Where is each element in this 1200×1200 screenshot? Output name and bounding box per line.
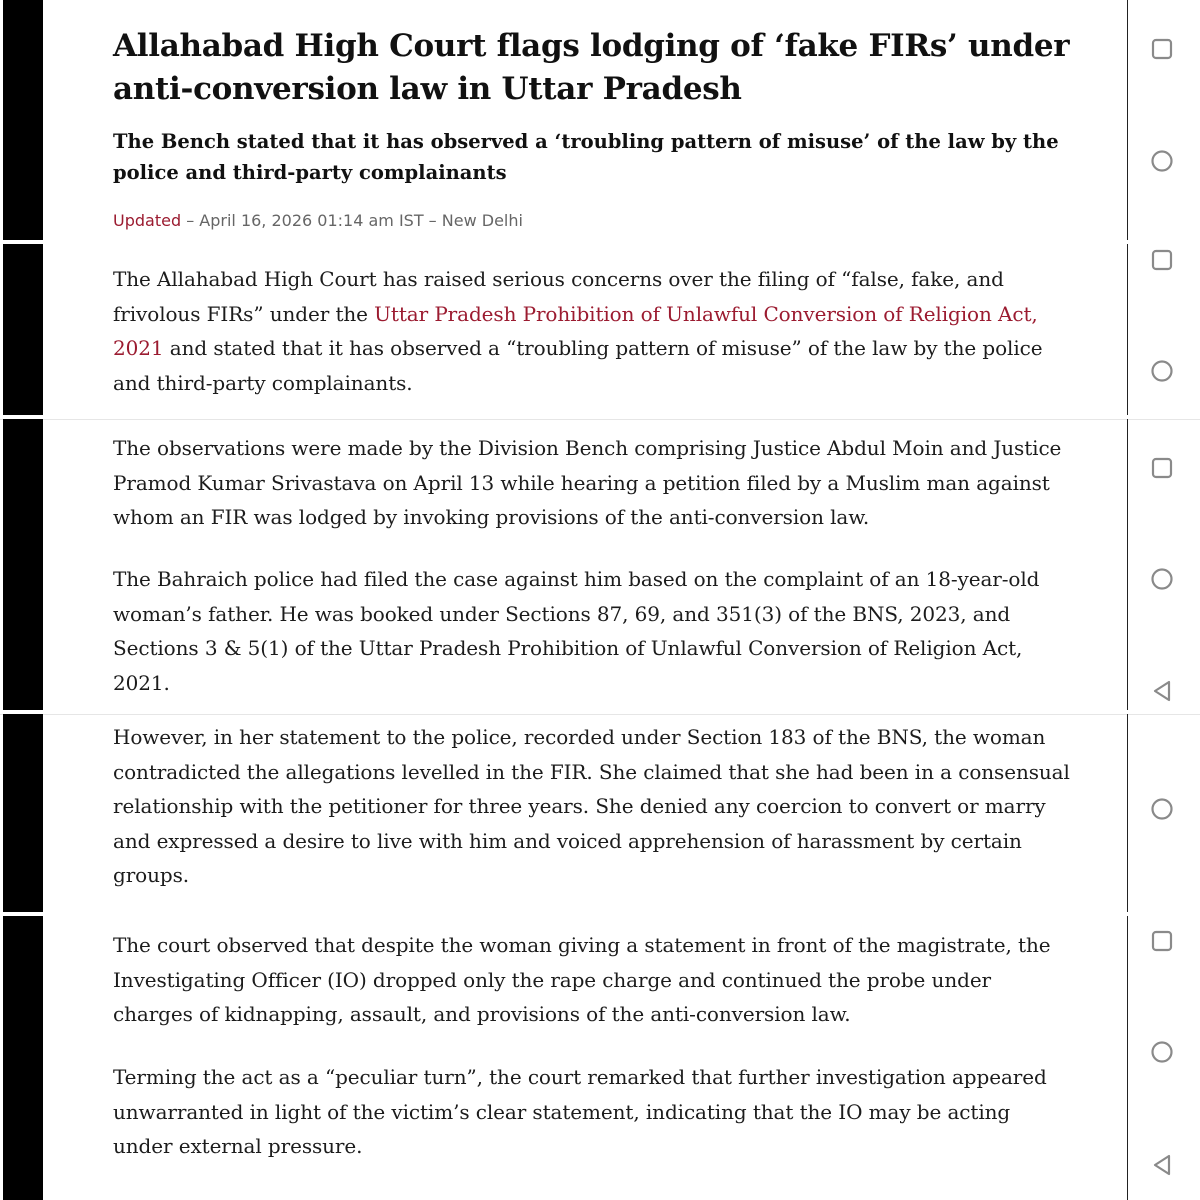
left-black-bar: [3, 419, 43, 710]
updated-label: Updated: [113, 211, 182, 230]
recents-icon[interactable]: [1147, 34, 1177, 64]
meta-separator: –: [423, 211, 442, 230]
article-datetime: April 16, 2026 01:14 am IST: [199, 211, 424, 230]
left-black-bar: [3, 916, 43, 1200]
article-paragraph: [113, 262, 1073, 400]
home-icon[interactable]: [1147, 564, 1177, 594]
article-headline: Allahabad High Court flags lodging of ‘fake FIRs’ under anti-conversion law in Uttar Pradesh: [113, 28, 1070, 107]
home-icon[interactable]: [1147, 356, 1177, 386]
recents-icon[interactable]: [1147, 926, 1177, 956]
article-paragraph: However, in her statement to the police, recorded under Section 183 of the BNS, the woman contradicted the allegations levelled in the FIR. She claimed that she had been in a consensual relationship with the petitioner for three years. She denied any coercion to convert or marry and expressed a desire to live with him and voiced apprehension of harassment by certain groups.: [113, 725, 1070, 887]
article-location: New Delhi: [441, 211, 523, 230]
paragraph-text: The Allahabad High Court has raised serious concerns over the filing of “false, fake, and frivolous FIRs” under the: [113, 267, 1004, 326]
right-divider: [1127, 916, 1128, 1200]
article-body-segment: [0, 916, 1200, 1200]
article-subhead: The Bench stated that it has observed a ‘troubling pattern of misuse’ of the law by the police and third-party complainants: [113, 130, 1059, 184]
home-icon[interactable]: [1147, 146, 1177, 176]
article-paragraph: The observations were made by the Division Bench comprising Justice Abdul Moin and Justice Pramod Kumar Srivastava on April 13 while hearing a petition filed by a Muslim man against whom an FIR was lodged by invoking provisions of the anti-conversion law.: [113, 436, 1062, 529]
article-paragraph: The Bahraich police had filed the case against him based on the complaint of an 18-year-old woman’s father. He was booked under Sections 87, 69, and 351(3) of the BNS, 2023, and Sections 3 & 5(1) of the Uttar Pradesh Prohibition of Unlawful Conversion of Religion Act, 2021.: [113, 567, 1040, 695]
left-black-bar: [3, 714, 43, 912]
left-black-bar: [3, 0, 43, 240]
article-paragraph: Terming the act as a “peculiar turn”, the court remarked that further investigation appeared unwarranted in light of the victim’s clear statement, indicating that the IO may be acting under external pressure.: [113, 1065, 1047, 1158]
recents-icon[interactable]: [1147, 453, 1177, 483]
act-link[interactable]: Uttar Pradesh Prohibition of Unlawful Conversion of Religion Act, 2021: [113, 301, 1038, 360]
segment-separator: [0, 419, 1200, 420]
article-header-segment: [0, 0, 1200, 240]
meta-separator: –: [181, 211, 200, 230]
right-divider: [1127, 0, 1128, 240]
back-icon[interactable]: [1147, 676, 1177, 706]
paragraph-text: and stated that it has observed a “troubling pattern of misuse” of the law by the police and third-party complainants.: [113, 336, 1043, 395]
article-meta: [113, 211, 1073, 230]
left-black-bar: [3, 244, 43, 415]
segment-separator: [0, 714, 1200, 715]
back-icon[interactable]: [1147, 1150, 1177, 1180]
article-body-segment: [0, 714, 1200, 912]
home-icon[interactable]: [1147, 794, 1177, 824]
recents-icon[interactable]: [1147, 245, 1177, 275]
right-divider: [1127, 714, 1128, 912]
right-divider: [1127, 244, 1128, 415]
home-icon[interactable]: [1147, 1037, 1177, 1067]
right-divider: [1127, 419, 1128, 710]
article-paragraph: The court observed that despite the woman giving a statement in front of the magistrate, the Investigating Officer (IO) dropped only the rape charge and continued the probe under charges of kidnapping, assault, and provisions of the anti-conversion law.: [113, 933, 1051, 1026]
article-body-segment: [0, 419, 1200, 710]
article-body-segment: [0, 244, 1200, 415]
